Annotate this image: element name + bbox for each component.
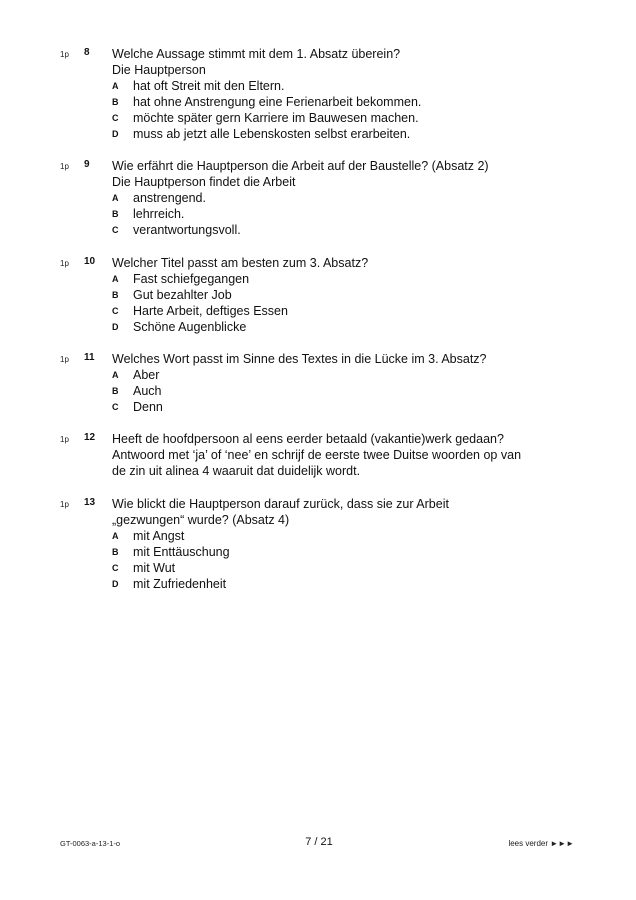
option-letter: A: [112, 274, 119, 284]
option-text: hat oft Streit mit den Eltern.: [133, 79, 285, 93]
option-letter: A: [112, 531, 119, 541]
question-number: 9: [84, 159, 90, 170]
question-subtext: „gezwungen“ wurde? (Absatz 4): [112, 513, 290, 527]
question-text: Welche Aussage stimmt mit dem 1. Absatz überein?: [112, 47, 401, 61]
option-a: [112, 271, 572, 287]
option-letter: B: [112, 386, 119, 396]
question-number: 8: [84, 47, 90, 58]
question-points: 1p: [60, 50, 69, 59]
option-letter: B: [112, 97, 119, 107]
option-letter: B: [112, 209, 119, 219]
question-body: [112, 351, 572, 415]
document-code: GT-0063-a-13-1-o: [60, 839, 121, 848]
option-letter: C: [112, 563, 119, 573]
answer-options: [112, 78, 572, 142]
option-letter: D: [112, 579, 119, 589]
option-letter: A: [112, 193, 119, 203]
option-b: [112, 383, 572, 399]
question-text: Welcher Titel passt am besten zum 3. Absatz?: [112, 256, 369, 270]
question-text-line: Antwoord met ‘ja’ of ‘nee’ en schrijf de eerste twee Duitse woorden op van: [112, 448, 522, 462]
page-number: 7 / 21: [305, 836, 333, 848]
question-text: Welches Wort passt im Sinne des Textes in die Lücke im 3. Absatz?: [112, 352, 487, 366]
option-letter: C: [112, 113, 119, 123]
question-points: 1p: [60, 355, 69, 364]
question-number: 12: [84, 432, 96, 443]
option-text: mit Zufriedenheit: [133, 577, 227, 591]
option-text: Fast schiefgegangen: [133, 272, 250, 286]
option-a: [112, 528, 572, 544]
option-a: [112, 78, 572, 94]
option-a: [112, 367, 572, 383]
option-c: [112, 560, 572, 576]
question-body: [112, 158, 572, 238]
option-letter: B: [112, 290, 119, 300]
question-body: [112, 46, 572, 142]
question-text-line: Heeft de hoofdpersoon al eens eerder betaald (vakantie)werk gedaan?: [112, 432, 504, 446]
question-points: 1p: [60, 435, 69, 444]
question-subtext: Die Hauptperson: [112, 63, 206, 77]
option-b: [112, 544, 572, 560]
option-b: [112, 206, 572, 222]
option-c: [112, 110, 572, 126]
question-points: 1p: [60, 259, 69, 268]
question-points: 1p: [60, 500, 69, 509]
question-text: Wie blickt die Hauptperson darauf zurück, dass sie zur Arbeit: [112, 497, 449, 511]
option-text: Auch: [133, 384, 162, 398]
page-footer: [0, 836, 636, 852]
option-b: [112, 287, 572, 303]
continue-label: lees verder ►►►: [508, 839, 574, 848]
option-b: [112, 94, 572, 110]
option-d: [112, 576, 572, 592]
question-points: 1p: [60, 162, 69, 171]
option-text: mit Wut: [133, 561, 176, 575]
option-letter: D: [112, 129, 119, 139]
answer-options: [112, 367, 572, 415]
option-text: Harte Arbeit, deftiges Essen: [133, 304, 288, 318]
answer-options: [112, 190, 572, 238]
question-number: 11: [84, 352, 95, 363]
option-text: mit Enttäuschung: [133, 545, 230, 559]
option-text: mit Angst: [133, 529, 185, 543]
option-text: muss ab jetzt alle Lebenskosten selbst erarbeiten.: [133, 127, 411, 141]
option-text: möchte später gern Karriere im Bauwesen machen.: [133, 111, 419, 125]
question-body: [112, 496, 572, 592]
answer-options: [112, 528, 572, 592]
option-c: [112, 222, 572, 238]
option-text: hat ohne Anstrengung eine Ferienarbeit bekommen.: [133, 95, 422, 109]
option-text: Schöne Augenblicke: [133, 320, 247, 334]
question-number: 13: [84, 497, 96, 508]
option-text: lehrreich.: [133, 207, 185, 221]
question-text-line: de zin uit alinea 4 waaruit dat duidelijk wordt.: [112, 464, 361, 478]
option-letter: C: [112, 402, 119, 412]
question-number: 10: [84, 256, 96, 267]
question-body: [112, 431, 572, 479]
question-subtext: Die Hauptperson findet die Arbeit: [112, 175, 296, 189]
answer-options: [112, 271, 572, 335]
question-body: [112, 255, 572, 335]
option-d: [112, 319, 572, 335]
option-letter: C: [112, 306, 119, 316]
option-letter: D: [112, 322, 119, 332]
question-text: Wie erfährt die Hauptperson die Arbeit auf der Baustelle? (Absatz 2): [112, 159, 489, 173]
option-a: [112, 190, 572, 206]
option-letter: A: [112, 81, 119, 91]
option-text: Denn: [133, 400, 163, 414]
option-c: [112, 303, 572, 319]
option-letter: A: [112, 370, 119, 380]
option-d: [112, 126, 572, 142]
option-c: [112, 399, 572, 415]
option-text: verantwortungsvoll.: [133, 223, 241, 237]
option-letter: C: [112, 225, 119, 235]
option-text: anstrengend.: [133, 191, 206, 205]
option-text: Aber: [133, 368, 160, 382]
option-letter: B: [112, 547, 119, 557]
option-text: Gut bezahlter Job: [133, 288, 232, 302]
